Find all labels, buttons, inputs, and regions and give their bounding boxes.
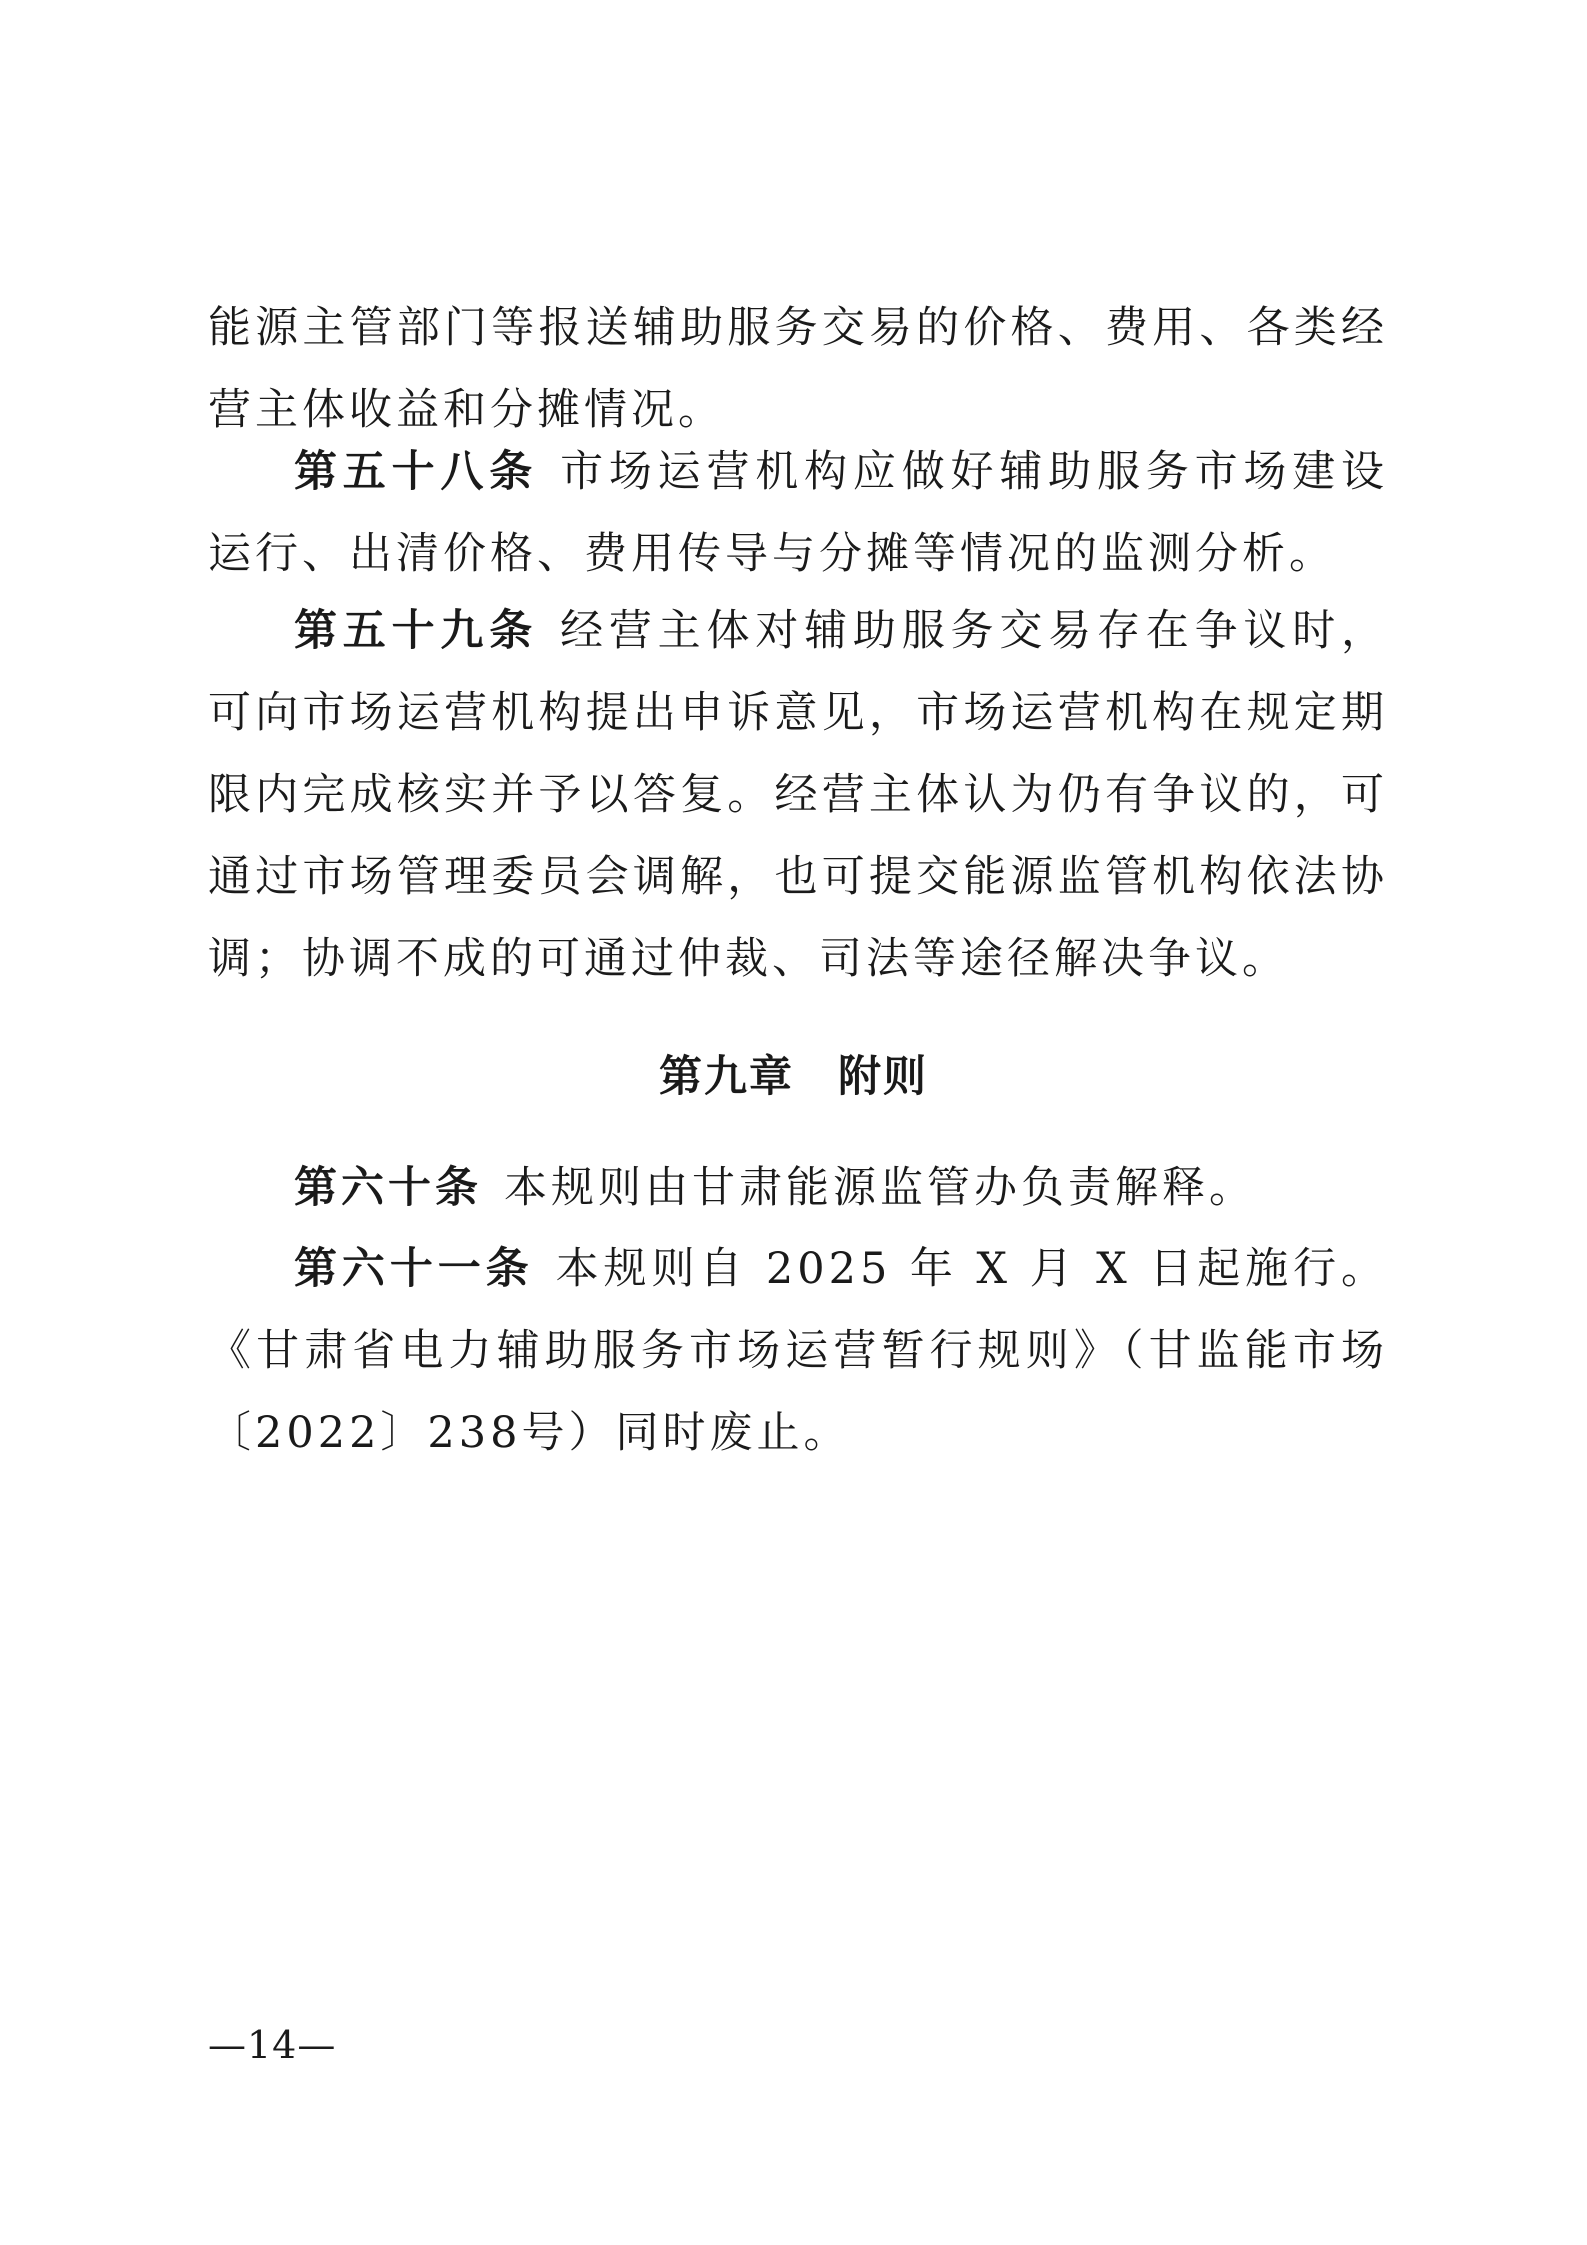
paragraph-continuation — [208, 287, 1388, 451]
article-60 — [208, 1147, 1388, 1229]
article-text: 本规则由甘肃能源监管办负责解释。 — [504, 1163, 1256, 1213]
page-number: —14— — [208, 2023, 337, 2067]
paragraph-text: 能源主管部门等报送辅助服务交易的价格、费用、各类经营主体收益和分摊情况。 — [208, 303, 1388, 435]
chapter-number: 第九章 — [659, 1052, 794, 1102]
article-59 — [208, 590, 1388, 1000]
article-heading: 第五十九条 — [294, 606, 539, 656]
article-text: 本规则自 2025 年 X 月 X 日起施行。《甘肃省电力辅助服务市场运营暂行规则》（甘监能市场〔2022〕238号）同时废止。 — [208, 1244, 1389, 1458]
article-heading: 第五十八条 — [294, 447, 539, 497]
article-heading: 第六十一条 — [294, 1244, 534, 1294]
article-58 — [208, 431, 1388, 595]
chapter-heading — [0, 1036, 1587, 1118]
article-text: 经营主体对辅助服务交易存在争议时，可向市场运营机构提出申诉意见，市场运营机构在规定期限内完成核实并予以答复。经营主体认为仍有争议的，可通过市场管理委员会调解，也可提交能源监管机构依法协调；协调不成的可通过仲裁、司法等途径解决争议。 — [208, 606, 1389, 984]
article-text: 市场运营机构应做好辅助服务市场建设运行、出清价格、费用传导与分摊等情况的监测分析。 — [208, 447, 1389, 579]
article-heading: 第六十条 — [294, 1163, 482, 1213]
chapter-title: 附则 — [838, 1052, 928, 1102]
article-61 — [208, 1228, 1388, 1474]
